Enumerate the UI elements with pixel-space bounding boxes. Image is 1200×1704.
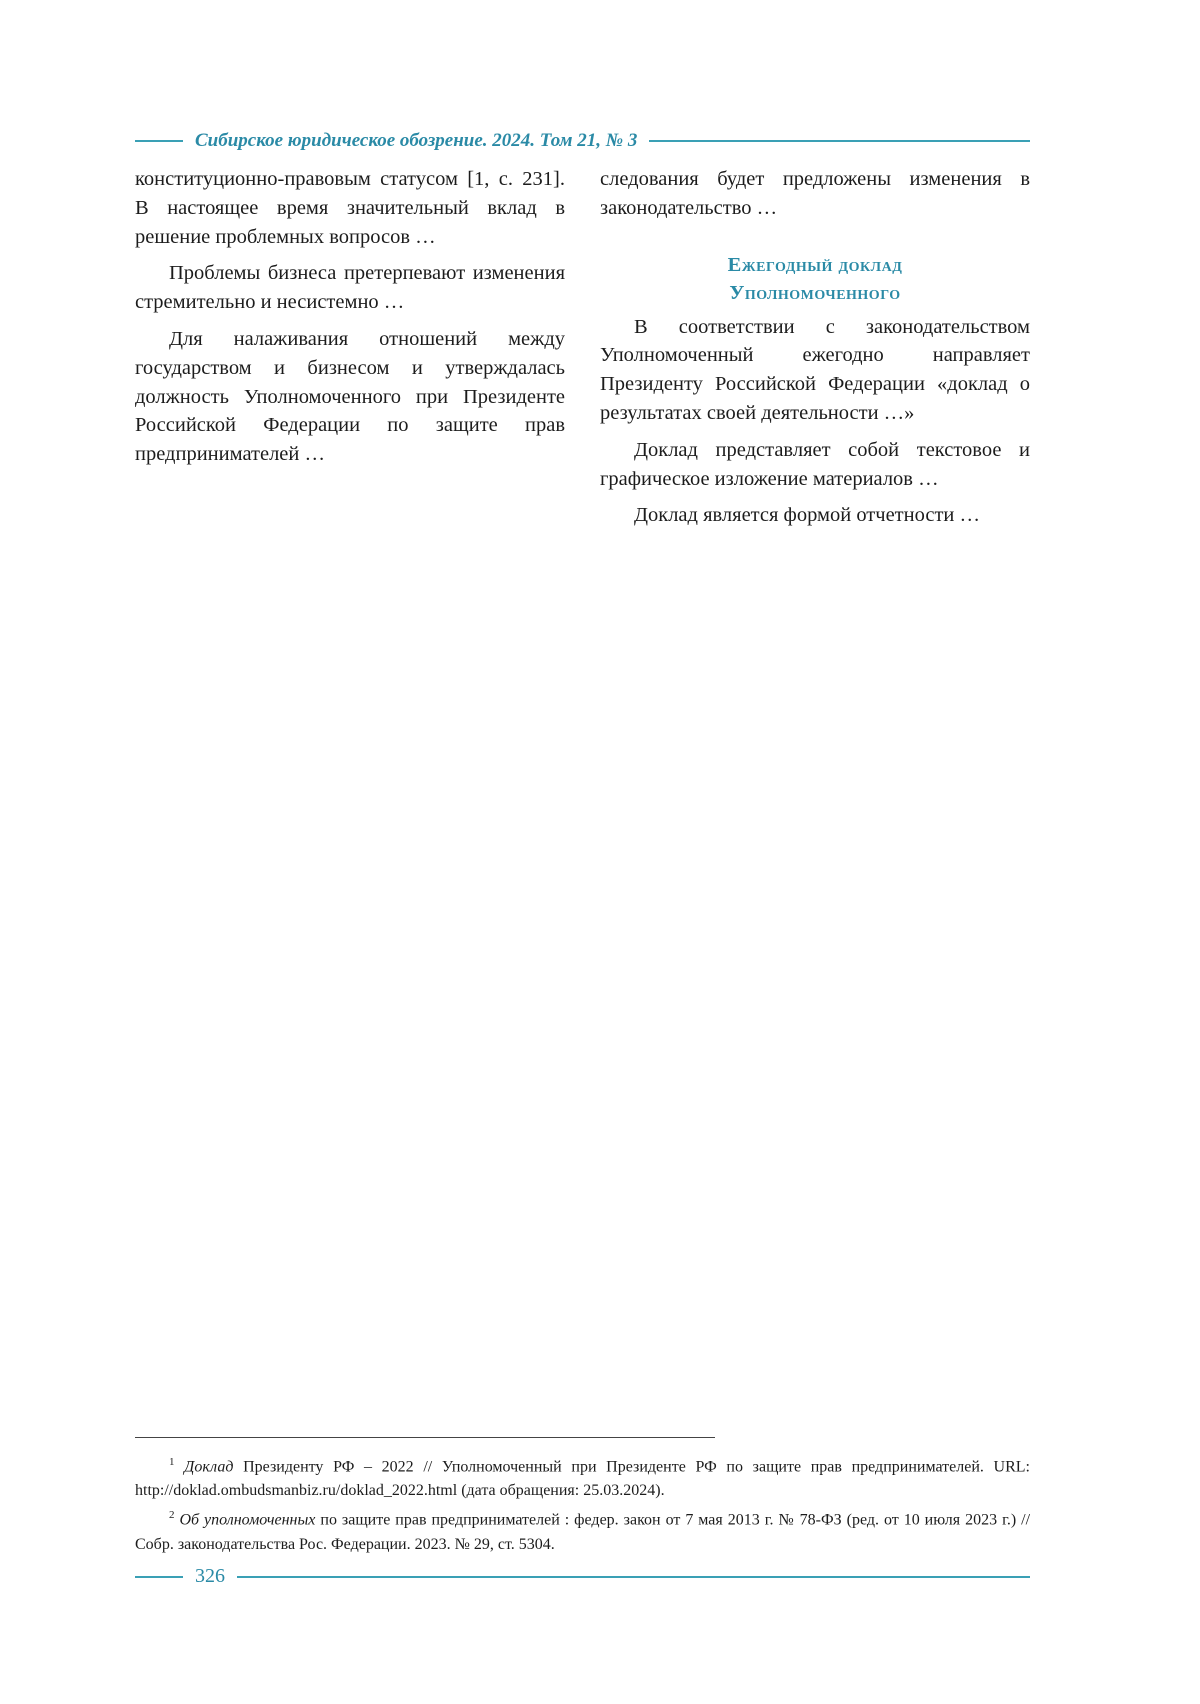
section-heading-line: Ежегодный доклад bbox=[727, 253, 903, 276]
footnote bbox=[135, 1503, 1030, 1556]
footnote-lead: Об уполномоченных bbox=[179, 1511, 316, 1529]
footnote-separator bbox=[135, 1437, 715, 1438]
footnote-mark: 1 bbox=[169, 1456, 175, 1468]
page-number: 326 bbox=[195, 1565, 225, 1587]
footer-rule-right bbox=[237, 1576, 1030, 1578]
section-heading-line: Уполномоченного bbox=[729, 281, 901, 304]
paragraph: В соответствии с законодательством Уполномоченный ежегодно направляет Президенту Российской Федерации «доклад о результатах своей деятельности …» bbox=[600, 315, 1030, 424]
article-body bbox=[135, 165, 1030, 1415]
paragraph: Доклад представляет собой текстовое и графическое изложение материалов … bbox=[600, 438, 1030, 490]
section-heading bbox=[600, 251, 1030, 307]
paragraph: Доклад является формой отчетности … bbox=[634, 504, 981, 527]
paragraph: следования будет предложены изменения в законодательство … bbox=[600, 168, 1030, 219]
footer-rule-left bbox=[135, 1576, 183, 1578]
header-rule-right bbox=[649, 140, 1030, 142]
footnote-text: по защите прав предпринимателей : федер. закон от 7 мая 2013 г. № 78-ФЗ (ред. от 10 июля 2023 г.) // Собр. законодательства Рос. Федерации. 2023. № 29, ст. 5304. bbox=[135, 1511, 1031, 1553]
paragraph: конституционно-правовым статусом [1, с. 231]. В настоящее время значительный вклад в решение проблемных вопросов … bbox=[135, 168, 565, 248]
right-column bbox=[600, 165, 1030, 1415]
header-rule-left bbox=[135, 140, 183, 142]
running-header bbox=[135, 130, 1030, 152]
footnote bbox=[135, 1450, 1030, 1503]
footnote-mark: 2 bbox=[169, 1509, 175, 1522]
footnote-text: Президенту РФ – 2022 // Уполномоченный при Президенте РФ по защите прав предпринимателей. URL: http://doklad.ombudsmanbiz.ru/doklad_2022.html (дата обращения: 25.03.2024). bbox=[135, 1458, 1030, 1500]
paragraph: Проблемы бизнеса претерпевают изменения стремительно и несистемно … bbox=[135, 262, 565, 314]
footnotes bbox=[135, 1450, 1030, 1557]
left-column bbox=[135, 165, 565, 1415]
journal-title: Сибирское юридическое обозрение. 2024. Том 21, № 3 bbox=[195, 130, 638, 151]
paragraph: Для налаживания отношений между государством и бизнесом и утверждалась должность Уполномоченного при Президенте Российской Федерации по защите прав предпринимателей … bbox=[135, 327, 565, 466]
footnote-lead: Доклад bbox=[184, 1458, 234, 1476]
page-footer bbox=[135, 1565, 1030, 1588]
